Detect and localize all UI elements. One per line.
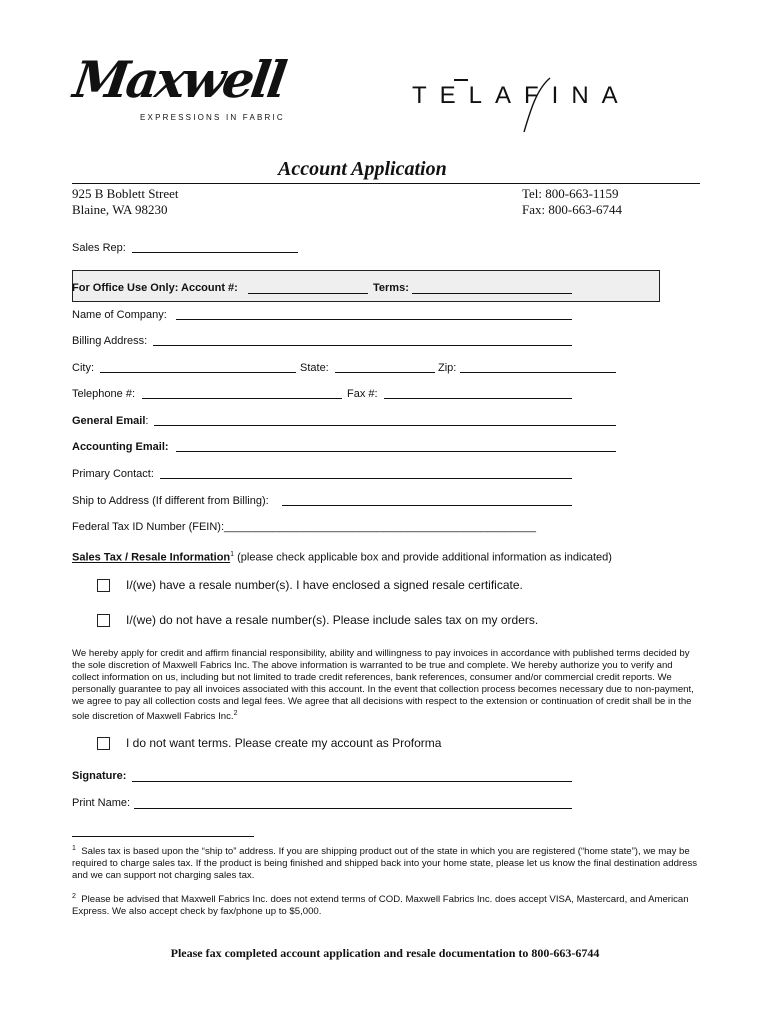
office-use-account-label: For Office Use Only: Account #: — [72, 282, 238, 294]
phone-number: Tel: 800-663-1159 — [522, 186, 619, 201]
telafina-flourish — [412, 72, 664, 136]
zip-field[interactable] — [460, 372, 616, 373]
resale-number-option-label: I/(we) have a resale number(s). I have enclosed a signed resale certificate. — [126, 578, 523, 592]
company-field[interactable] — [176, 319, 572, 320]
fax-label: Fax #: — [347, 388, 378, 400]
footnote-1 — [72, 843, 700, 882]
sales-tax-note: (please check applicable box and provide additional information as indicated) — [234, 551, 612, 564]
maxwell-logo-tagline: EXPRESSIONS IN FABRIC — [140, 113, 285, 122]
print-name-label: Print Name: — [72, 797, 131, 809]
terms-field[interactable] — [412, 293, 572, 294]
maxwell-logo — [69, 50, 294, 130]
accounting-email-field[interactable] — [176, 451, 616, 452]
accounting-email-label: Accounting Email: — [72, 441, 169, 453]
footnote-2 — [72, 891, 700, 918]
telafina-logo — [412, 72, 664, 136]
state-field[interactable] — [335, 372, 435, 373]
credit-agreement-body: We hereby apply for credit and affirm financial responsibility, ability and willingness to pay invoices in accordance with published terms decided by the sole discretion of Maxwell Fabrics Inc. The above information is warranted to be true and complete. We hereby authorize you to verify and collect information on us, including but not limited to trade credit references, bank references, consumer and/or commercial credit reports. We personally guarantee to pay all invoices associated with this account. In the event that collection process becomes necessary due to non-payment, we agree to pay all collection costs and legal fees. We agree that all decisions with respect to the extension or continuation of credit shall be in the sole discretion of Maxwell Fabrics Inc. — [72, 648, 694, 723]
footnote-divider — [72, 836, 254, 837]
fein-label: Federal Tax ID Number (FEIN):___________________________________________________ — [72, 521, 537, 533]
ship-to-label: Ship to Address (If different from Billing): — [72, 495, 269, 507]
footer-instruction: Please fax completed account application and resale documentation to 800-663-6744 — [170, 946, 600, 960]
sales-rep-field[interactable] — [132, 252, 298, 253]
company-label: Name of Company: — [72, 309, 167, 321]
telafina-logo-wordmark: TELAFINA — [412, 82, 631, 109]
primary-contact-label: Primary Contact: — [72, 468, 154, 480]
no-resale-number-option-label: I/(we) do not have a resale number(s). Please include sales tax on my orders. — [126, 613, 539, 627]
fax-field[interactable] — [384, 398, 572, 399]
proforma-checkbox[interactable] — [97, 737, 110, 750]
no-resale-number-checkbox[interactable] — [97, 614, 110, 627]
credit-agreement-text — [72, 648, 700, 723]
city-field[interactable] — [100, 372, 296, 373]
print-name-field[interactable] — [134, 808, 572, 809]
general-email-label-colon: : — [145, 415, 149, 427]
sales-tax-heading — [72, 548, 612, 565]
zip-label: Zip: — [438, 362, 457, 374]
footnote-1-text: Sales tax is based upon the “ship to” address. If you are shipping product out of the state in which you are registered (“home state”), we may be required to charge sales tax. If the product is being finished and shipped back into your home state, please let us know the final destination address and we can support not charging sales tax. — [72, 846, 698, 882]
telephone-label: Telephone #: — [72, 388, 135, 400]
footnote-2-text: Please be advised that Maxwell Fabrics Inc. does not extend terms of COD. Maxwell Fabrics Inc. does accept VISA, Mastercard, and American Express. We also accept check by fax/phone up to $5,000. — [72, 894, 689, 918]
billing-label: Billing Address: — [72, 335, 148, 347]
maxwell-logo-wordmark: Maxwell — [69, 50, 288, 109]
state-label: State: — [300, 362, 329, 374]
footnote-ref-1: 1 — [230, 551, 235, 558]
city-label: City: — [72, 362, 94, 374]
general-email-label — [72, 415, 148, 428]
page-title: Account Application — [278, 158, 447, 180]
resale-number-checkbox[interactable] — [97, 579, 110, 592]
footnote-2-number: 2 — [72, 893, 76, 900]
title-rule — [72, 183, 700, 184]
address-line2: Blaine, WA 98230 — [72, 202, 168, 217]
general-email-field[interactable] — [154, 425, 616, 426]
telephone-field[interactable] — [142, 398, 342, 399]
footnote-ref-2: 2 — [233, 710, 238, 717]
proforma-option-label: I do not want terms. Please create my account as Proforma — [126, 736, 442, 750]
address-line1: 925 B Boblett Street — [72, 186, 179, 201]
account-number-field[interactable] — [248, 293, 368, 294]
sales-tax-heading-text: Sales Tax / Resale Information — [72, 551, 231, 564]
sales-rep-label: Sales Rep: — [72, 242, 126, 254]
ship-to-field[interactable] — [282, 505, 572, 506]
terms-label: Terms: — [373, 282, 409, 294]
fax-number: Fax: 800-663-6744 — [522, 202, 623, 217]
billing-field[interactable] — [153, 345, 572, 346]
signature-field[interactable] — [132, 781, 572, 782]
primary-contact-field[interactable] — [160, 478, 572, 479]
footnote-1-number: 1 — [72, 845, 76, 852]
signature-label: Signature: — [72, 770, 127, 782]
general-email-label-text: General Email — [72, 415, 146, 427]
